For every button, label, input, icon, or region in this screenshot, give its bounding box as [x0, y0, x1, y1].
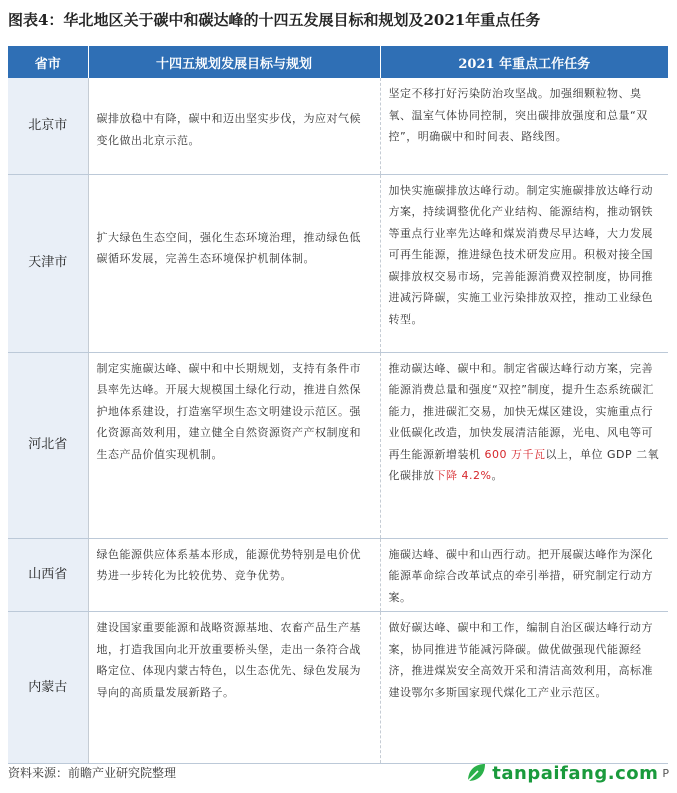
header-goal: 十四五规划发展目标与规划 — [88, 46, 380, 78]
task-text — [381, 353, 669, 490]
table-row — [8, 612, 668, 764]
task-text: 坚定不移打好污染防治攻坚战。加强细颗粒物、臭氧、温室气体协同控制，突出碳排放强度和总量“双控”，明确碳中和时间表、路线图。 — [388, 87, 648, 143]
table-row — [8, 78, 668, 174]
city-cell: 内蒙古 — [8, 612, 88, 764]
header-task: 2021 年重点工作任务 — [380, 46, 668, 78]
leaf-icon — [464, 761, 488, 785]
city-cell: 天津市 — [8, 174, 88, 352]
goal-cell — [88, 174, 380, 352]
task-cell — [380, 174, 668, 352]
city-cell: 山西省 — [8, 538, 88, 612]
goal-text: 建设国家重要能源和战略资源基地、农畜产品生产基地，打造我国向北开放重要桥头堡，走出一条符合战略定位、体现内蒙古特色，以生态优先、绿色发展为导向的高质量发展新路子。 — [96, 621, 361, 699]
city-cell: 河北省 — [8, 352, 88, 538]
task-text-part: 以上，单位 GDP 二氧化碳排放 — [388, 447, 660, 482]
goal-cell — [88, 78, 380, 174]
highlight-capacity: 600 万千瓦 — [484, 447, 546, 461]
task-text-part: 。 — [491, 469, 503, 482]
goal-cell — [88, 352, 380, 538]
goal-text: 扩大绿色生态空间，强化生态环境治理，推动绿色低碳循环发展，完善生态环境保护机制体制。 — [96, 230, 361, 265]
goal-text: 碳排放稳中有降，碳中和迈出坚实步伐，为应对气候变化做出北京示范。 — [96, 112, 361, 147]
brand-name: tanpaifang.com — [492, 762, 659, 784]
task-text-part: 推动碳达峰、碳中和。制定省碳达峰行动方案，完善能源消费总量和强度“双控”制度，提升生态系统碳汇能力，推进碳汇交易，加快无煤区建设，实施重点行业低碳化改造，加快发展清洁能源，光电、风电等可再生能源新增装机 — [388, 361, 654, 461]
task-cell — [380, 538, 668, 612]
task-cell — [380, 352, 668, 538]
task-text: 做好碳达峰、碳中和工作，编制自治区碳达峰行动方案，协同推进节能减污降碳。做优做强现代能源经济，推进煤炭安全高效开采和清洁高效利用，高标准建设鄂尔多斯国家现代煤化工产业示范区。 — [388, 621, 653, 699]
brand-logo — [464, 758, 669, 788]
source-note: 资料来源：前瞻产业研究院整理 — [8, 766, 177, 780]
table-row — [8, 174, 668, 352]
goal-cell — [88, 538, 380, 612]
header-city: 省市 — [8, 46, 88, 78]
goal-text: 绿色能源供应体系基本形成，能源优势特别是电价优势进一步转化为比较优势、竞争优势。 — [96, 547, 361, 582]
goal-text: 制定实施碳达峰、碳中和中长期规划，支持有条件市县率先达峰。开展大规模国土绿化行动，推进自然保护地体系建设，打造塞罕坝生态文明建设示范区。强化资源高效利用，建立健全自然资源资产产权制度和生态产品价值实现机制。 — [96, 361, 361, 461]
task-cell — [380, 612, 668, 764]
data-table — [8, 46, 668, 764]
goal-cell — [88, 612, 380, 764]
task-text: 施碳达峰、碳中和山西行动。把开展碳达峰作为深化能源革命综合改革试点的牵引举措，研究制定行动方案。 — [388, 547, 653, 604]
task-text: 加快实施碳排放达峰行动。制定实施碳排放达峰行动方案，持续调整优化产业结构、能源结构，推动钢铁等重点行业率先达峰和煤炭消费尽早达峰，大力发展可再生能源，推进绿色技术研发应用。积极对接全国碳排放权交易市场，完善能源消费双控制度，协同推进减污降碳，实施工业污染排放双控，推动工业绿色转型。 — [388, 183, 653, 326]
city-cell: 北京市 — [8, 78, 88, 174]
table-row — [8, 352, 668, 538]
table-row — [8, 538, 668, 612]
table-header-row — [8, 46, 668, 78]
figure-title: 图表4：华北地区关于碳中和碳达峰的十四五发展目标和规划及2021年重点任务 — [8, 11, 541, 29]
brand-suffix: P — [662, 766, 669, 780]
highlight-emission-cut: 下降 4.2% — [434, 469, 492, 482]
task-cell — [380, 78, 668, 174]
